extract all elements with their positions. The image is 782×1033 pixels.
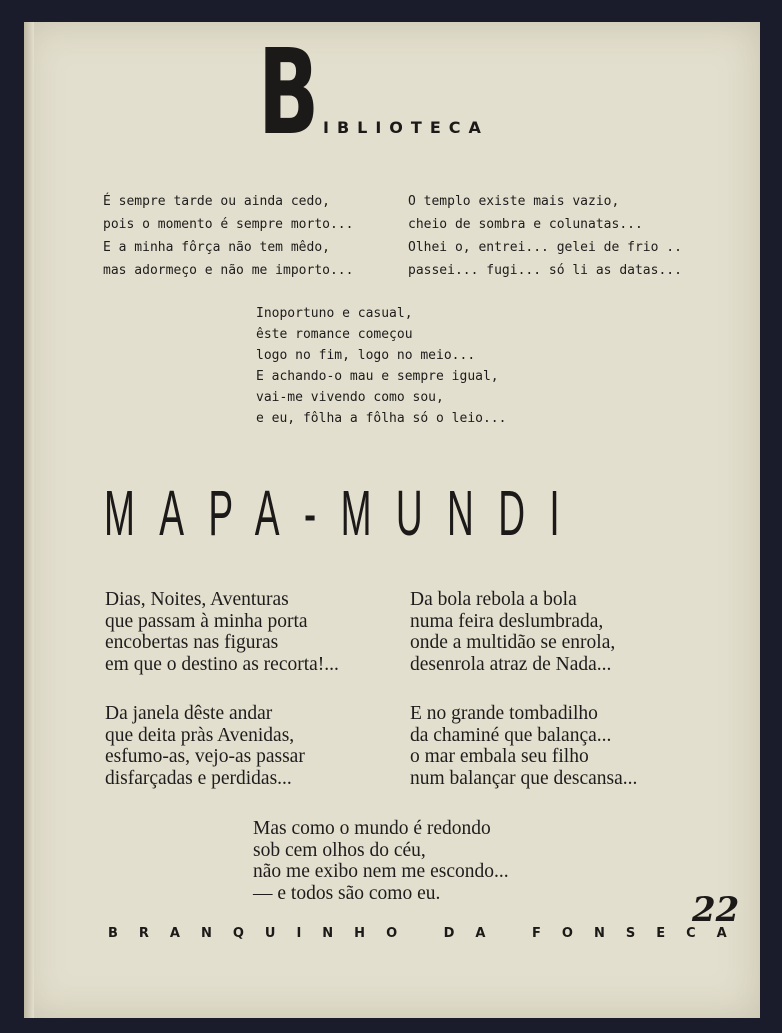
poem2-stanza-1 <box>105 589 339 675</box>
verse-line: da chaminé que balança... <box>410 724 612 746</box>
verse-line: disfarçadas e perdidas... <box>105 767 292 789</box>
poem2-stanza-4 <box>410 703 637 789</box>
author-byline: BRANQUINHO DA FONSECA <box>108 926 748 941</box>
verse-line: encobertas nas figuras <box>105 632 279 653</box>
verse-line: que passam à minha porta <box>105 610 308 632</box>
verse-line: Inoportuno e casual, <box>256 306 413 321</box>
verse-line: não me exibo nem me escondo... <box>253 861 509 882</box>
verse-line: E no grande tombadilho <box>410 703 598 724</box>
poem1-stanza-right <box>408 190 682 282</box>
verse-line: o mar embala seu filho <box>410 746 589 767</box>
drop-cap: B <box>258 23 320 161</box>
poem2-stanza-2 <box>410 589 615 675</box>
verse-line: vai-me vivendo como sou, <box>256 390 444 405</box>
verse-line: onde a multidão se enrola, <box>410 632 616 653</box>
verse-line: esfumo-as, vejo-as passar <box>105 746 305 767</box>
verse-line: logo no fim, logo no meio... <box>256 348 476 363</box>
verse-line: sob cem olhos do céu, <box>253 839 426 861</box>
verse-line: num balançar que descansa... <box>410 767 638 789</box>
verse-line: e eu, fôlha a fôlha só o leio... <box>256 411 507 426</box>
poem1-stanza-left <box>103 190 353 282</box>
verse-line: pois o momento é sempre morto... <box>103 217 354 232</box>
poem-title: MAPA-MUNDI <box>104 477 585 549</box>
section-title: IBLIOTECA <box>323 118 489 137</box>
verse-line: passei... fugi... só li as datas... <box>408 263 682 278</box>
verse-line: êste romance começou <box>256 327 413 342</box>
verse-line: Olhei o, entrei... gelei de frio .. <box>408 240 682 255</box>
page-fold-shadow <box>24 22 34 1018</box>
verse-line: — e todos são como eu. <box>253 882 441 904</box>
poem2-stanza-3 <box>105 703 305 789</box>
verse-line: cheio de sombra e colunatas... <box>408 217 643 232</box>
poem1-stanza-center <box>256 303 506 429</box>
verse-line: E a minha fôrça não tem mêdo, <box>103 240 330 255</box>
verse-line: Dias, Noites, Aventuras <box>105 589 289 610</box>
verse-line: que deita pràs Avenidas, <box>105 724 295 746</box>
verse-line: E achando-o mau e sempre igual, <box>256 369 499 384</box>
poem2-stanza-5 <box>253 818 509 904</box>
verse-line: É sempre tarde ou ainda cedo, <box>103 194 330 209</box>
verse-line: Da bola rebola a bola <box>410 589 577 610</box>
verse-line: Mas como o mundo é redondo <box>253 818 491 839</box>
verse-line: em que o destino as recorta!... <box>105 653 339 675</box>
verse-line: O templo existe mais vazio, <box>408 194 620 209</box>
verse-line: mas adormeço e não me importo... <box>103 263 354 278</box>
verse-line: numa feira deslumbrada, <box>410 610 604 632</box>
verse-line: desenrola atraz de Nada... <box>410 653 612 675</box>
verse-line: Da janela dêste andar <box>105 703 273 724</box>
page-number: 22 <box>692 890 740 930</box>
